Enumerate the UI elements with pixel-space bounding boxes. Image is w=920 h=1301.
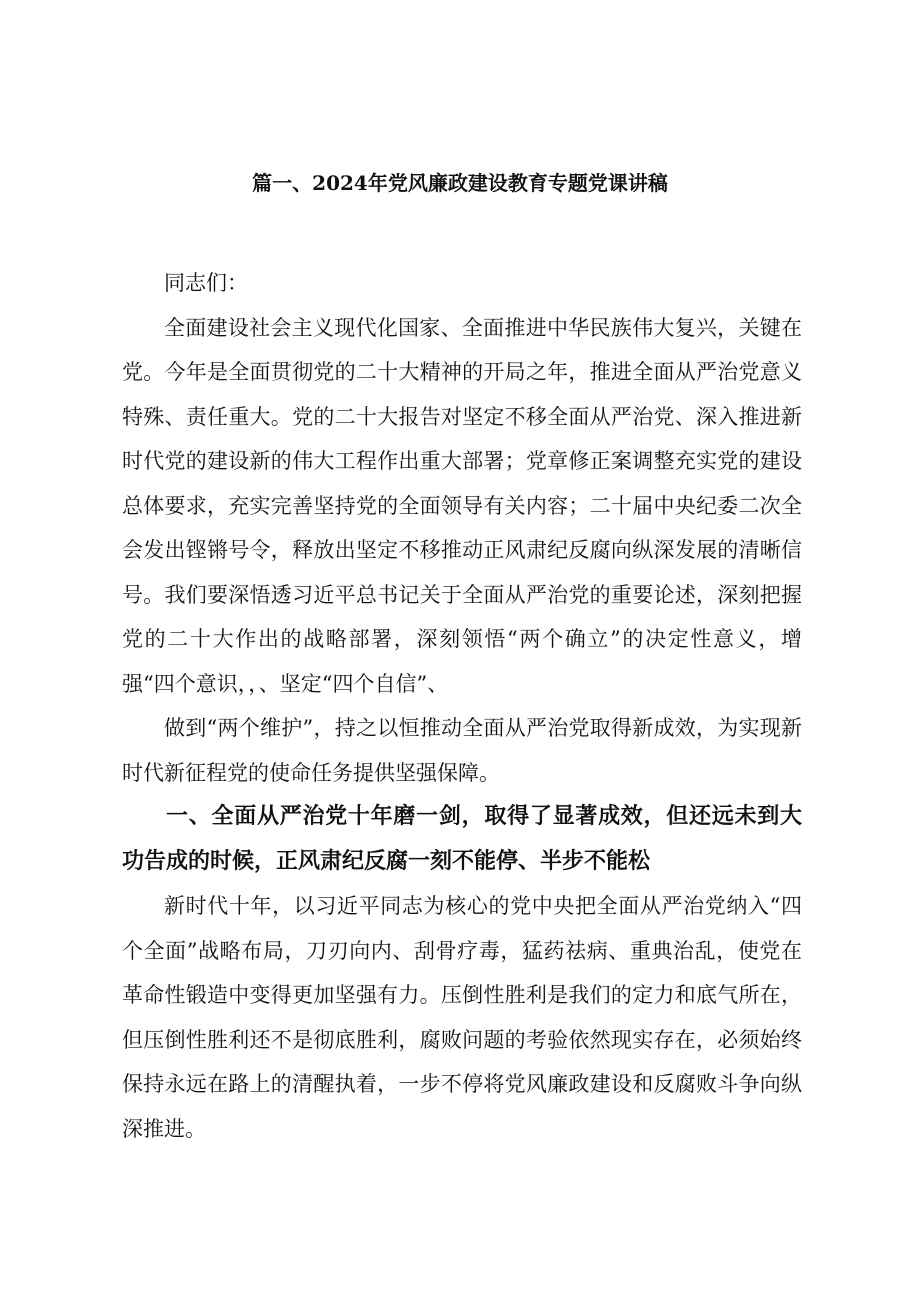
section-heading: 一、全面从严治党十年磨一剑，取得了显著成效，但还远未到大功告成的时候，正风肃纪反腐一刻不能停、半步不能松 bbox=[122, 804, 802, 874]
document-title: 篇一、2024年党风廉政建设教育专题党课讲稿 bbox=[252, 171, 668, 195]
section-paragraph: 新时代十年，以习近平同志为核心的党中央把全面从严治党纳入“四个全面”战略布局，刀刃向内、刮骨疗毒，猛药祛病、重典治乱，使党在革命性锻造中变得更加坚强有力。压倒性胜利是我们的定力和底气所在，但压倒性胜利还不是彻底胜利，腐败问题的考验依然现实存在，必须始终保持永远在路上的清醒执着，一步不停将党风廉政建设和反腐败斗争向纵深推进。 bbox=[122, 894, 802, 1141]
paragraph-intro: 全面建设社会主义现代化国家、全面推进中华民族伟大复兴，关键在党。今年是全面贯彻党的二十大精神的开局之年，推进全面从严治党意义特殊、责任重大。党的二十大报告对坚定不移全面从严治党、深入推进新时代党的建设新的伟大工程作出重大部署；党章修正案调整充实党的建设总体要求，充实完善坚持党的全面领导有关内容；二十届中央纪委二次全会发出铿锵号令，释放出坚定不移推动正风肃纪反腐向纵深发展的清晰信号。我们要深悟透习近平总书记关于全面从严治党的重要论述，深刻把握党的二十大作出的战略部署，深刻领悟“两个确立”的决定性意义，增强“四个意识，，、坚定“四个自信”、 bbox=[122, 315, 802, 696]
paragraph-continuation: 做到“两个维护”，持之以恒推动全面从严治党取得新成效，为实现新时代新征程党的使命任务提供坚强保障。 bbox=[122, 716, 802, 785]
salutation: 同志们： bbox=[164, 271, 248, 295]
document-body bbox=[122, 261, 802, 1151]
